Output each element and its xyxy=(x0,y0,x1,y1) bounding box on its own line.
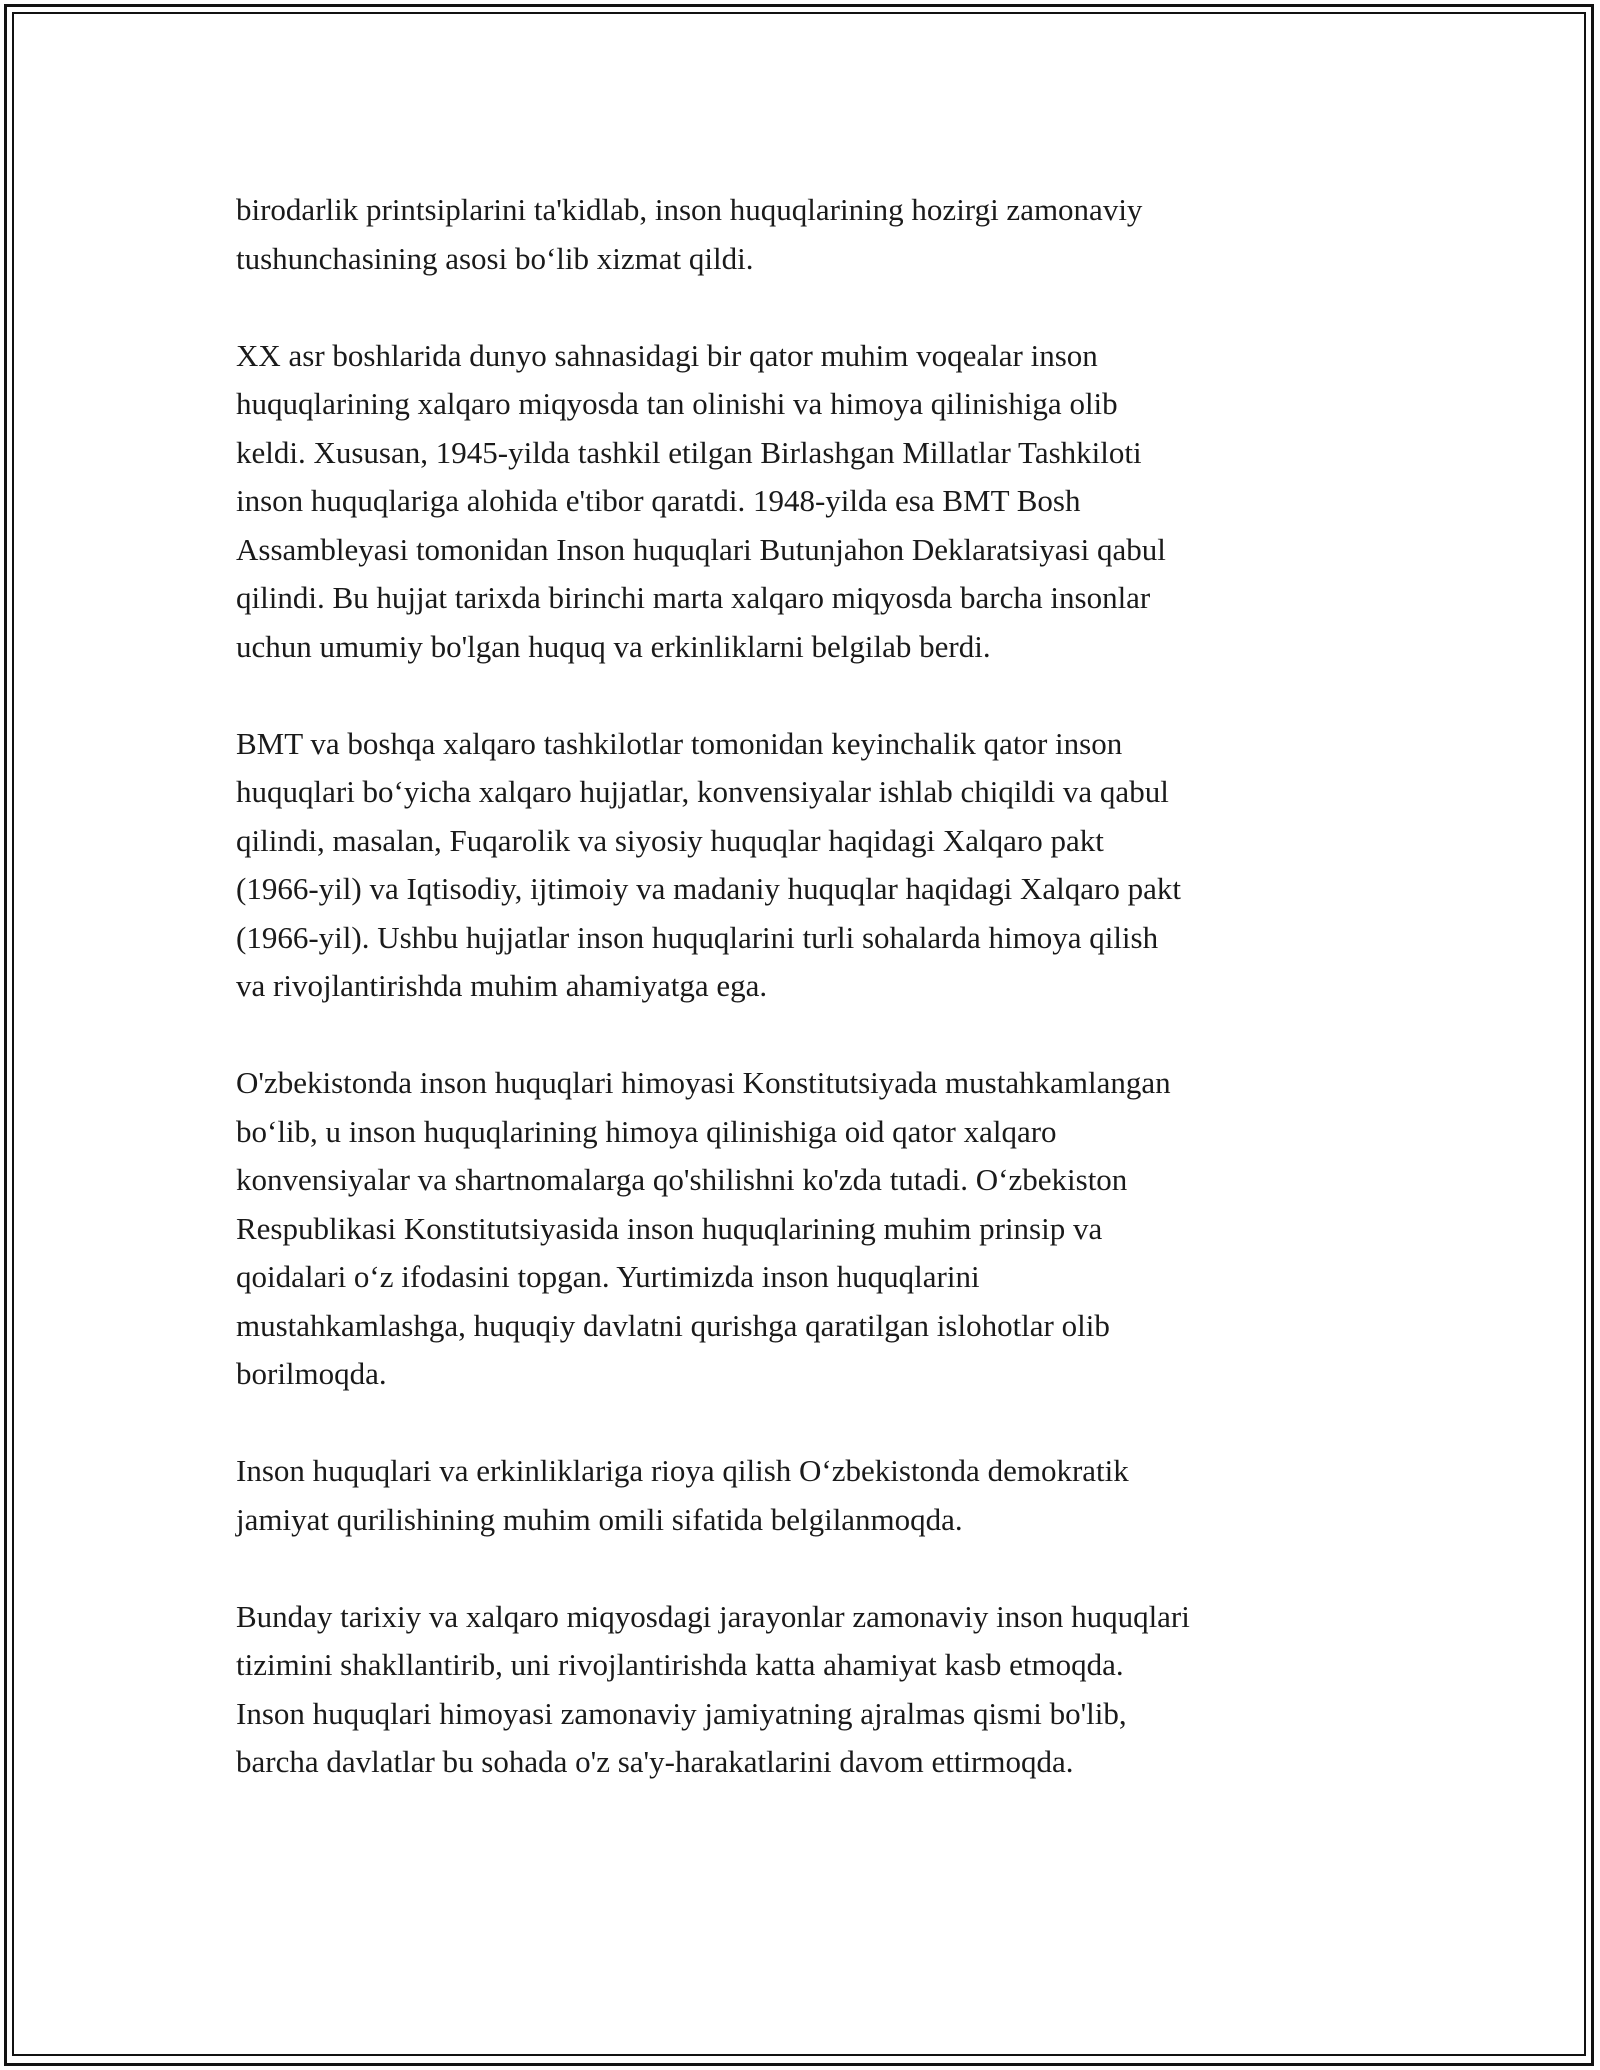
paragraph-6: Bunday tarixiy va xalqaro miqyosdagi jarayonlar zamonaviy inson huquqlari tizimini shakllantirib, uni rivojlantirishda katta ahamiyat kasb etmoqda. Inson huquqlari himoyasi zamonaviy jamiyatning ajralmas qismi bo'lib, barcha davlatlar bu sohada o'z sa'y-harakatlarini davom ettirmoqda. xyxy=(236,1598,1190,1779)
document-body xyxy=(236,186,1376,1835)
paragraph-4: O'zbekistonda inson huquqlari himoyasi Konstitutsiyada mustahkamlangan bo‘lib, u inson huquqlarining himoya qilinishiga oid qator xalqaro konvensiyalar va shartnomalarga qo'shilishni ko'zda tutadi. O‘zbekiston Respublikasi Konstitutsiyasida inson huquqlarining muhim prinsip va qoidalari o‘z ifodasini topgan. Yurtimizda inson huquqlarini mustahkamlashga, huquqiy davlatni qurishga qaratilgan islohotlar olib borilmoqda. xyxy=(236,1065,1171,1391)
paragraph-5: Inson huquqlari va erkinliklariga rioya qilish O‘zbekistonda demokratik jamiyat qurilishining muhim omili sifatida belgilanmoqda. xyxy=(236,1453,1129,1537)
paragraph-3: BMT va boshqa xalqaro tashkilotlar tomonidan keyinchalik qator inson huquqlari bo‘yicha xalqaro hujjatlar, konvensiyalar ishlab chiqildi va qabul qilindi, masalan, Fuqarolik va siyosiy huquqlar haqidagi Xalqaro pakt (1966-yil) va Iqtisodiy, ijtimoiy va madaniy huquqlar haqidagi Xalqaro pakt (1966-yil). Ushbu hujjatlar inson huquqlarini turli sohalarda himoya qilish va rivojlantirishda muhim ahamiyatga ega. xyxy=(236,725,1182,1003)
paragraph-1: birodarlik printsiplarini ta'kidlab, inson huquqlarining hozirgi zamonaviy tushunchasining asosi bo‘lib xizmat qildi. xyxy=(236,192,1143,276)
paragraph-2: XX asr boshlarida dunyo sahnasidagi bir qator muhim voqealar inson huquqlarining xalqaro miqyosda tan olinishi va himoya qilinishiga olib keldi. Xususan, 1945-yilda tashkil etilgan Birlashgan Millatlar Tashkiloti inson huquqlariga alohida e'tibor qaratdi. 1948-yilda esa BMT Bosh Assambleyasi tomonidan Inson huquqlari Butunjahon Deklaratsiyasi qabul qilindi. Bu hujjat tarixda birinchi marta xalqaro miqyosda barcha insonlar uchun umumiy bo'lgan huquq va erkinliklarni belgilab berdi. xyxy=(236,337,1166,664)
